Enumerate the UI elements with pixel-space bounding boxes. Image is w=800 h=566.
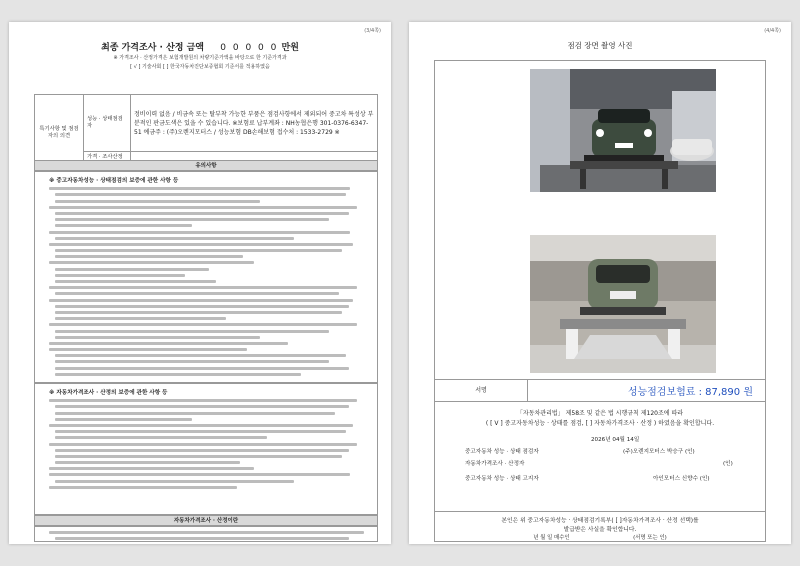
confirm-line-1: 본인은 위 중고자동차성능 · 상태점검기록부( [ ]자동차가격조사 · 산정 선택)를	[501, 518, 699, 524]
section-2-title: ※ 자동차가격조사 · 산정의 보증에 관한 사항 등	[49, 390, 168, 396]
definition-box	[34, 526, 378, 542]
page-number: (4/4쪽)	[764, 28, 781, 34]
receipt-date-buyer: 년 월 일 매수인	[533, 535, 570, 541]
receipt-sign: (서명 또는 인)	[633, 535, 667, 541]
inspection-photo-rear	[530, 235, 716, 373]
signer-3-value: 아인모터스 신향수 (인)	[653, 476, 710, 482]
heading-label: 최종 가격조사 · 산정 금액	[101, 43, 204, 53]
signer-3-label: 중고자동차 성능 · 상태 고지자	[465, 476, 539, 482]
section-2	[34, 383, 378, 515]
signature-label: 서명	[435, 380, 528, 401]
signer-2-label: 자동차가격조사 · 산정자	[465, 461, 525, 467]
declaration-date: 2026년 04월 14일	[591, 437, 640, 443]
page-number: (3/4쪽)	[364, 28, 381, 34]
confirm-line-2: 발급받은 사실을 확인합니다.	[563, 527, 637, 533]
inspector-label: 성능 · 상태점검자	[84, 95, 131, 152]
declaration-line-2: ( [ V ] 중고자동차성능 · 상태를 점검, [ ] 자동차가격조사 · 산정 ) 하였음을 확인합니다.	[485, 420, 715, 427]
section-1	[34, 171, 378, 383]
final-price-heading	[9, 40, 391, 53]
buyer-confirmation	[434, 512, 766, 542]
signer-1-label: 중고자동차 성능 · 상태 점검자	[465, 449, 539, 455]
declaration-box	[434, 402, 766, 512]
insurance-fee: 성능점검보험료 : 87,890 원	[627, 387, 753, 398]
signature-row	[434, 380, 766, 402]
sub-note-2: [ √ ] 기술사회 [ ] 한국자동차진단보증협회 기준서를 적용하였음	[130, 64, 270, 70]
inspector-opinion: 정비이력 없음 / 비금속 또는 탈부착 가능한 부품은 점검사항에서 제외되어 중고차 특성상 부분적인 판금도색은 있을 수 있습니다. ※보험료 납부계좌 : NH농협은행 301-0376-6347-51 예금주 : (주)오렌지모터스 / 성능보험 DB손해보험 접수처 : 1533-2729 ※	[131, 95, 378, 152]
declaration-line-1: 「자동차관리법」 제58조 및 같은 법 시행규칙 제120조에 따라	[516, 410, 684, 417]
heading-amount: 0 0 0 0 0	[220, 43, 279, 53]
inspection-photo-front	[530, 69, 716, 192]
price-survey-definition-title: 자동차가격조사 · 산정이란	[34, 515, 378, 526]
price-inspector-label: 가격 · 조사산정	[84, 152, 131, 171]
notice-title: 유의사항	[34, 160, 378, 171]
sub-note-1: ※ 가격조사 · 산정가격은 보험개발원의 차량기준가액을 바탕으로 한 기준가격과	[113, 55, 287, 61]
signer-2-value: (인)	[723, 461, 733, 467]
page-4	[409, 22, 791, 544]
page-3	[9, 22, 391, 544]
section-1-title: ※ 중고자동차성능 · 상태점검의 보증에 관한 사항 등	[49, 178, 179, 184]
heading-unit: 만원	[281, 43, 299, 53]
buyer-receipt-line	[435, 533, 765, 541]
signer-1-value: (주)오렌지모터스 박승구 (인)	[623, 449, 695, 455]
opinion-row-label: 특기사항 및 점검자의 의견	[35, 95, 84, 171]
photo-frame	[434, 60, 766, 380]
photo-section-title: 점검 장면 촬영 사진	[567, 41, 633, 50]
